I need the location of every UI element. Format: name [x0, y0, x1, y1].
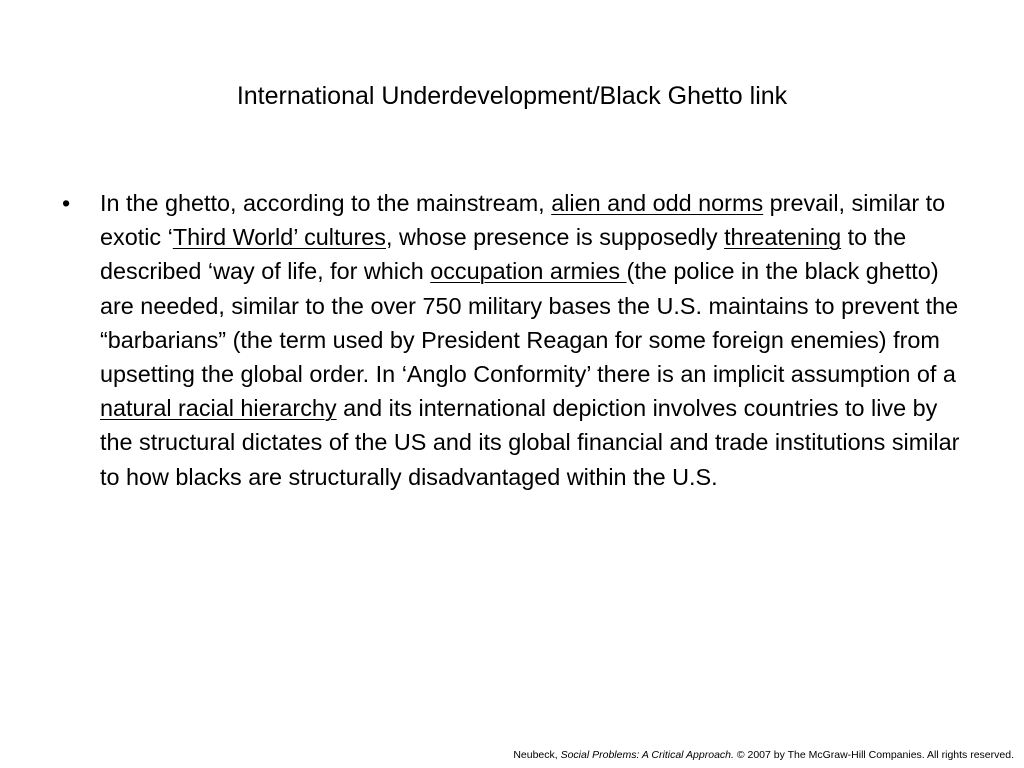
footer-book-title: Social Problems: A Critical Approach. — [560, 749, 734, 761]
bullet-list — [62, 186, 962, 494]
footer-copyright: © 2007 by The McGraw-Hill Companies. All rights reserved. — [733, 749, 1014, 761]
text-segment: , whose presence is supposedly — [386, 224, 725, 251]
text-segment: and its international depiction involves countries to live by the structural dictates of the US and its global financial and trade institutions similar to how blacks are structurally disadvantaged within the U.S. — [100, 395, 960, 490]
text-segment: prevail, similar to exotic ‘ — [100, 190, 946, 251]
text-segment: (the police in the black ghetto) are needed, similar to the over 750 military bases the U.S. maintains to prevent the “barbarians” (the term used by President Reagan for some foreign enemies) from upsetting the global order. In ‘Anglo Conformity’ there is an implicit assumption of a — [100, 258, 959, 388]
underlined-phrase: Third World’ cultures — [172, 224, 386, 251]
underlined-phrase: occupation armies — [430, 258, 627, 285]
bullet-icon: • — [62, 190, 71, 216]
footer-citation — [513, 748, 1014, 762]
bullet-item — [62, 186, 962, 494]
text-segment: to the described ‘way of life, for which — [100, 224, 907, 285]
underlined-phrase: alien and odd norms — [551, 190, 764, 216]
footer-author: Neubeck, — [513, 749, 561, 761]
text-segment: In the ghetto, according to the mainstream, — [100, 190, 552, 216]
bullet-text — [100, 190, 959, 490]
underlined-phrase: threatening — [724, 224, 842, 251]
slide-title: International Underdevelopment/Black Ghetto link — [236, 82, 788, 110]
underlined-phrase: natural racial hierarchy — [100, 395, 337, 422]
